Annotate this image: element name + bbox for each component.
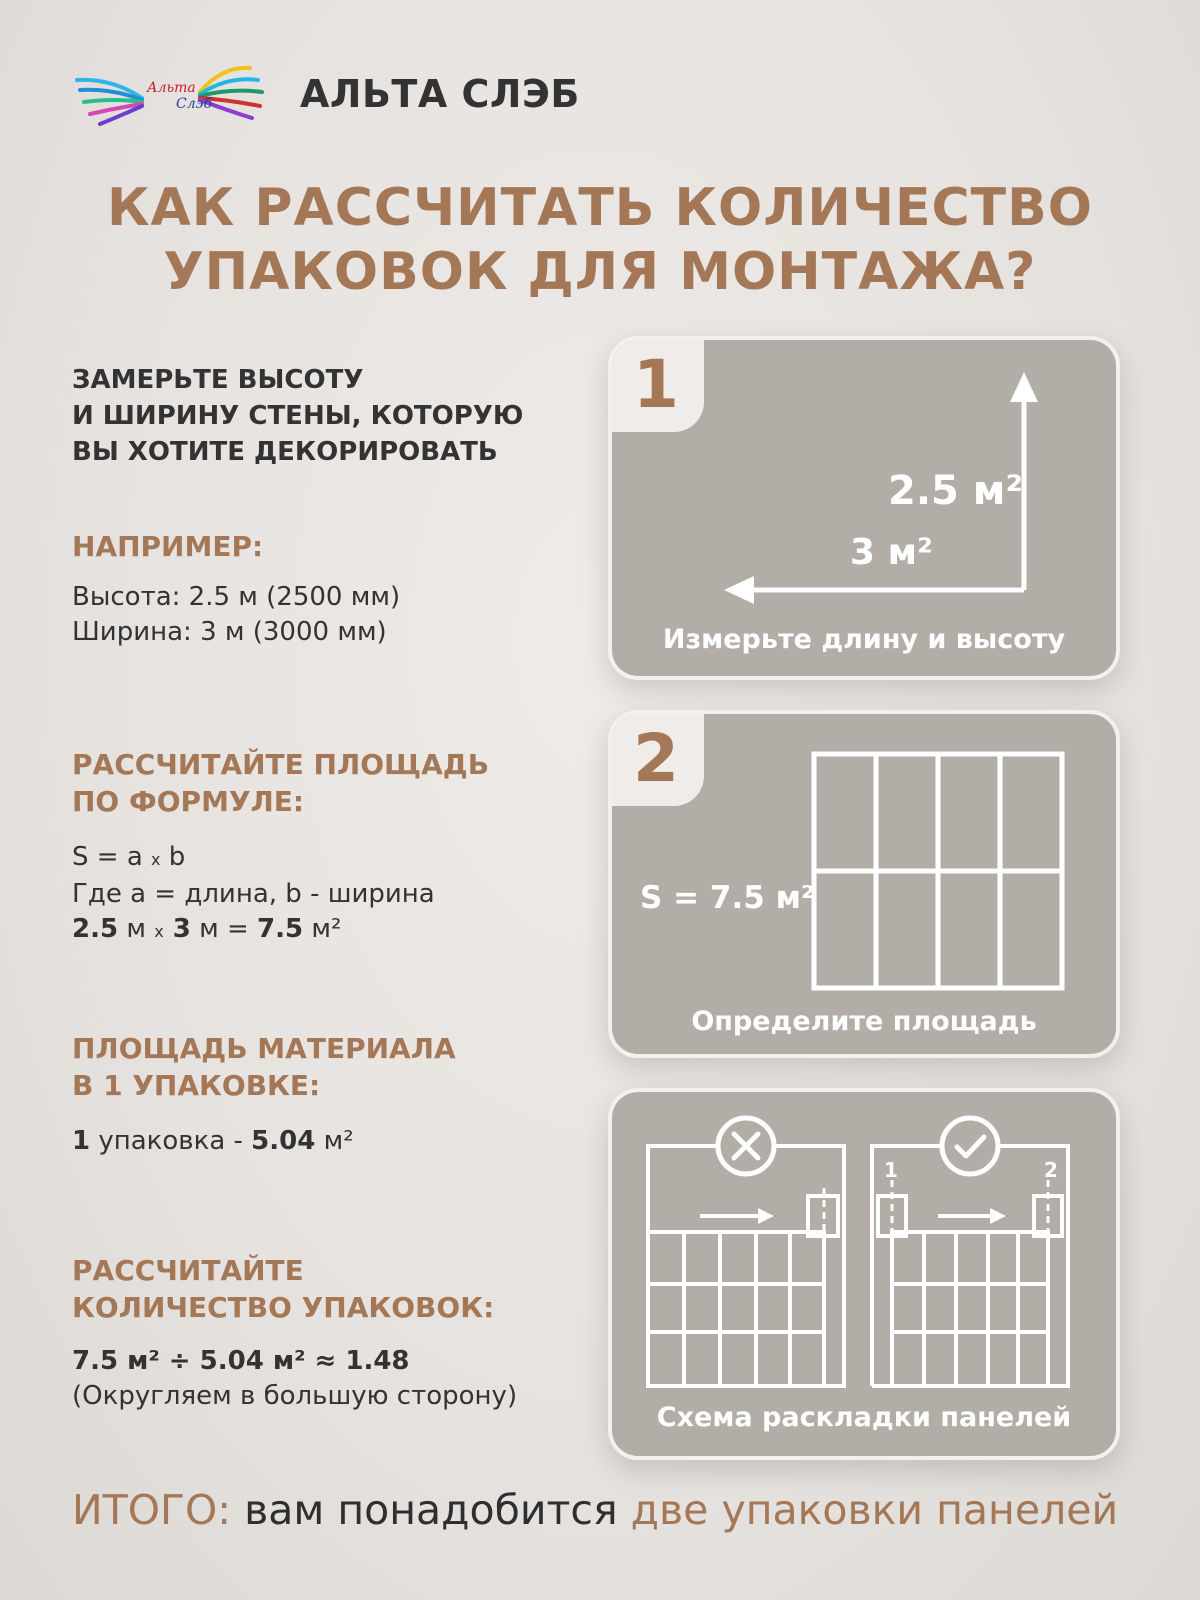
- calc-b: 3: [163, 914, 191, 944]
- pack-count-note: (Округляем в большую сторону): [72, 1381, 518, 1411]
- step-card-1: [608, 336, 1120, 680]
- height-row: [72, 580, 400, 615]
- intro-text: [72, 362, 523, 470]
- logo-text-2: Слэб: [176, 96, 213, 112]
- width-row: [72, 615, 400, 650]
- calc-b-unit: м =: [190, 914, 258, 944]
- step-card-3: [608, 1088, 1120, 1460]
- height-dimension-label: 2.5 м²: [888, 468, 1023, 514]
- height-value: 2.5 м (2500 мм): [188, 582, 401, 612]
- layout-marker-2: 2: [1044, 1158, 1058, 1182]
- logo-text-1: Альта: [147, 80, 196, 96]
- layout-marker-1: 1: [884, 1158, 898, 1182]
- intro-line-1: ЗАМЕРЬТЕ ВЫСОТУ: [72, 365, 364, 395]
- formula-b: b: [168, 842, 186, 872]
- pack-count-heading: [72, 1252, 494, 1326]
- example-values: [72, 580, 400, 650]
- width-label: Ширина:: [72, 617, 201, 647]
- step-card-2: [608, 710, 1120, 1058]
- step-badge-1: 1: [608, 336, 704, 432]
- pack-area-heading: [72, 1030, 456, 1104]
- width-value: 3 м (3000 мм): [200, 617, 387, 647]
- formula-heading-2: ПО ФОРМУЛЕ:: [72, 785, 305, 818]
- pack-count-heading-2: КОЛИЧЕСТВО УПАКОВОК:: [72, 1291, 495, 1324]
- pack-area-number: 5.04: [251, 1126, 316, 1156]
- formula-heading: [72, 746, 489, 820]
- brand-logo: [72, 58, 268, 130]
- title-line-2: УПАКОВОК ДЛЯ МОНТАЖА?: [163, 242, 1037, 302]
- page-title: [0, 176, 1200, 304]
- pack-area-heading-2: В 1 УПАКОВКЕ:: [72, 1069, 321, 1102]
- step-caption-1: Измерьте длину и высоту: [662, 624, 1066, 655]
- calc-x: x: [154, 922, 164, 941]
- total-line: [72, 1486, 1172, 1534]
- brand-name: АЛЬТА СЛЭБ: [300, 72, 580, 116]
- title-line-1: КАК РАССЧИТАТЬ КОЛИЧЕСТВО: [107, 178, 1093, 238]
- formula-s: S = a: [72, 842, 143, 872]
- total-prefix: ИТОГО:: [72, 1486, 232, 1534]
- width-dimension-label: 3 м²: [850, 532, 933, 573]
- step-caption-2: Определите площадь: [691, 1006, 1037, 1037]
- example-heading: НАПРИМЕР:: [72, 530, 264, 563]
- calc-result-unit: м²: [303, 914, 342, 944]
- pack-area-value: [72, 1124, 354, 1159]
- intro-line-3: ВЫ ХОТИТЕ ДЕКОРИРОВАТЬ: [72, 437, 498, 467]
- intro-line-2: И ШИРИНУ СТЕНЫ, КОТОРУЮ: [72, 401, 524, 431]
- pack-unit-text: упаковка -: [90, 1126, 252, 1156]
- formula-calc: [72, 912, 435, 949]
- formula-where: Где a = длина, b - ширина: [72, 879, 435, 909]
- step-caption-3: Схема раскладки панелей: [656, 1402, 1072, 1433]
- total-suffix: две упаковки панелей: [630, 1486, 1119, 1534]
- calc-a-unit: м: [118, 914, 155, 944]
- area-label: S = 7.5 м²: [640, 880, 815, 916]
- height-label: Высота:: [72, 582, 189, 612]
- pack-area-heading-1: ПЛОЩАДЬ МАТЕРИАЛА: [72, 1032, 456, 1065]
- calc-a: 2.5: [72, 914, 119, 944]
- step-badge-2: 2: [608, 710, 704, 806]
- pack-area-unit: м²: [315, 1126, 354, 1156]
- total-middle: вам понадобится: [231, 1486, 631, 1534]
- wings-logo-icon: [72, 58, 268, 130]
- formula-x: x: [151, 850, 161, 869]
- calc-result: 7.5: [257, 914, 304, 944]
- formula-line: [72, 840, 435, 877]
- pack-count-body: [72, 1344, 517, 1414]
- pack-count-calc: 7.5 м² ÷ 5.04 м² ≈ 1.48: [72, 1346, 410, 1376]
- pack-count-heading-1: РАССЧИТАЙТЕ: [72, 1254, 304, 1287]
- formula-body: [72, 840, 435, 949]
- pack-count-one: 1: [72, 1126, 91, 1156]
- formula-heading-1: РАССЧИТАЙТЕ ПЛОЩАДЬ: [72, 748, 490, 781]
